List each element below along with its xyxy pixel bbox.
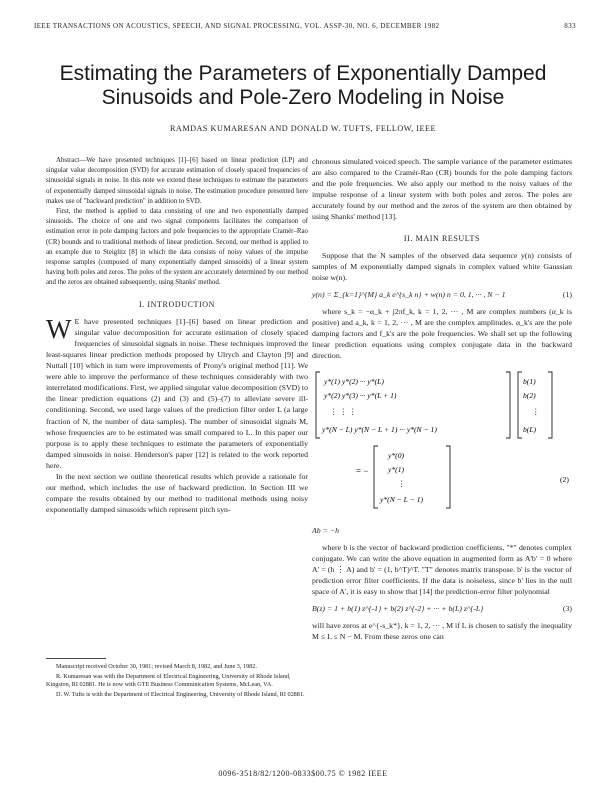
page-number: 833 (564, 22, 576, 30)
rhs-left-bracket (374, 446, 378, 508)
footnote-rule (46, 658, 106, 659)
matrix-equation-2 (314, 368, 572, 518)
bvec-vdots: ⋮ (532, 406, 540, 416)
right-column (312, 156, 572, 642)
intro-paragraph-1 (46, 313, 308, 471)
equation-3-number: (3) (562, 604, 572, 614)
equation-2-number: (2) (560, 474, 569, 484)
rhs-entry-3: y*(N − L − 1) (380, 494, 424, 504)
title-line-2: Sinusoids and Pole-Zero Modeling in Noise (101, 86, 505, 109)
left-column (46, 156, 308, 515)
bvec-entry-1: b(1) (523, 376, 536, 386)
rhs-entry-2: y*(1) (388, 464, 405, 474)
section-heading-introduction: I. INTRODUCTION (138, 299, 216, 309)
equation-3 (312, 603, 572, 614)
bvec-entry-L: b(L) (523, 424, 537, 434)
equals-minus: = − (356, 465, 369, 476)
footnote-received: Manuscript received October 30, 1981; revised March 8, 1982, and June 3, 1982. (56, 663, 257, 670)
equation-1-body: y(n) = Σ_{k=1}^{M} a_k e^{s_k n} + w(n) n = 0, 1, ··· , N − 1 (312, 289, 506, 299)
abstract (46, 156, 308, 289)
right-paragraph-2: where s_k = −α_k + j2πf_k, k = 1, 2, ··· , M are complex numbers (α_k is positive) and a_k, k = 1, 2, ··· , M are the complex amplitudes. α_k's are the pole damping factors and f_k's are the pole frequencies. We shall set up the following linear prediction equations using complex conjugate data in the backward direction. (312, 307, 572, 361)
running-header (34, 22, 576, 34)
right-paragraph-0: chronous simulated voiced speech. The sample variance of the parameter estimates are also compared to the Cramér-Rao (CR) bounds for the pole damping factors and the pole frequencies. We also apply our method to the noisy values of the impulse response of a linear system with both poles and zeros. The poles are accurately found by our method and the zeros of the system are then obtained by using Shanks' method [13]. (312, 157, 572, 222)
matrix-row-1: y*(1) y*(2) ··· y*(L) (324, 376, 384, 386)
footnotes (46, 658, 308, 700)
section-heading-main-results: II. MAIN RESULTS (403, 233, 481, 243)
rhs-entry-1: y*(0) (388, 450, 405, 460)
matrix-row-3: y*(N − L) y*(N − L + 1) ··· y*(N − 1) (322, 424, 437, 434)
matrix-left-bracket (316, 372, 320, 438)
bvec-entry-2: b(2) (523, 390, 536, 400)
journal-header: IEEE TRANSACTIONS ON ACOUSTICS, SPEECH, AND SIGNAL PROCESSING, VOL. ASSP-30, NO. 6, DECEMBER 1982 (34, 22, 440, 30)
rhs-right-bracket (446, 446, 450, 508)
matrix-vdots: ⋮ ⋮ ⋮ (330, 406, 357, 416)
right-paragraph-3: where b is the vector of backward prediction coefficients, "*" denotes complex conjugate. We can write the above equation in augmented form as A'b' = 0 where A' = (h ⋮ A) and b' = (1, b^T)^T. "T" denotes matrix transpose. b' is the vector of prediction error filter coefficients. If the data is noiseless, since b' lies in the null space of A', it is easy to show that [14] the prediction-error filter polynomial (312, 542, 572, 597)
equation-1-number: (1) (562, 289, 572, 299)
footnote-author-1: R. Kumaresan was with the Department of Electrical Engineering, University of Rhode Island, Kingston, RI 02881. He is now with GTE Business Communication Systems, McLean, VA. (46, 672, 291, 689)
abstract-paragraph-2: First, the method is applied to data consisting of one and two exponentially damped sinusoids. The choice of one and two signal components facilitates the comparison of estimation error in pole damping factors and pole frequencies to the appropriate Cramér–Rao (CR) bounds and to traditional methods of linear prediction. Second, our method is applied to an example due to Steiglitz [8] in which the data consists of noisy values of the impulse response samples (composed of many exponentially damped sinusoids) of a linear system having both poles and zeros. The poles of the system are accurately determined by our method and the zeros are obtained subsequently, using Shanks' method. (46, 208, 308, 287)
bvec-right-bracket (548, 372, 552, 438)
intro-paragraph-1-text: E have presented techniques [1]–[6] based on linear prediction and singular value decomposition for accurate estimation of closely spaced frequencies of sinusoidal signals in noise. These techniques improved the least-squares linear prediction methods proposed by Ulrych and Clayton [9] and Nuttall [10] which in turn were improvements of Prony's original method [11]. We were able to improve the performance of these techniques considerably with two interrelated modifications. First, we applied singular value decomposition (SVD) to the linear prediction equations (2) and (3) and (5)–(7) to alleviate severe ill-conditioning. Second, we used large values of the prediction filter order L (a large fraction of N, the number of data samples). The number of sinusoidal signals M, whose frequencies are to be estimated was small compared to L. In this paper our purpose is to apply these techniques to estimate the parameters of exponentially damped sinusoids in noise. Henderson's paper [12] is related to the work reported here. (46, 316, 308, 470)
title-line-1: Estimating the Parameters of Exponentially Damped (59, 62, 547, 85)
drop-cap: W (46, 313, 72, 344)
footnote-author-2: D. W. Tufts is with the Department of Electrical Engineering, University of Rhode Island, RI 02881. (56, 690, 305, 698)
copyright-line: 0096-3518/82/1200-0833$00.75 © 1982 IEEE (218, 769, 388, 778)
equation-2-compact: Ab = −h (312, 525, 339, 535)
matrix-right-bracket (506, 372, 510, 438)
introduction-body (46, 313, 308, 516)
paper-title (20, 62, 586, 110)
abstract-paragraph-1: Abstract—We have presented techniques [1]–[6] based on linear prediction (LP) and singular value decomposition (SVD) for accurate estimation of closely spaced frequencies of sinusoidal signals in noise. In this note we extend these techniques to estimate the parameters of exponentially damped sinusoidal signals in noise. The estimation procedure presented here makes use of "backward prediction" in addition to SVD. (46, 157, 308, 205)
equation-3-body: B(z) = 1 + b(1) z^{-1} + b(2) z^{-2} + ··· + b(L) z^{-L} (312, 604, 484, 614)
equation-1 (312, 289, 572, 300)
author-line: RAMDAS KUMARESAN AND DONALD W. TUFTS, FELLOW, IEEE (169, 124, 437, 133)
rhs-vdots: ⋮ (398, 478, 406, 488)
bvec-left-bracket (518, 372, 522, 438)
matrix-row-2: y*(2) y*(3) ··· y*(L + 1) (324, 390, 397, 400)
right-paragraph-4: will have zeros at e^{-s_k*}, k = 1, 2, ··· , M if L is chosen to satisfy the inequality M ≤ L ≤ N − M. From these zeros one can (312, 621, 572, 642)
right-paragraph-1: Suppose that the N samples of the observed data sequence y(n) consists of samples of M exponentially damped signals in complex valued white Gaussian noise w(n). (312, 250, 572, 282)
intro-paragraph-2: In the next section we outline theoretical results which provide a rationale for our method, which includes the use of backward prediction. In Section III we compare the results obtained by our method to traditional methods using noisy exponentially damped sinusoids which represent pitch syn- (46, 472, 308, 515)
